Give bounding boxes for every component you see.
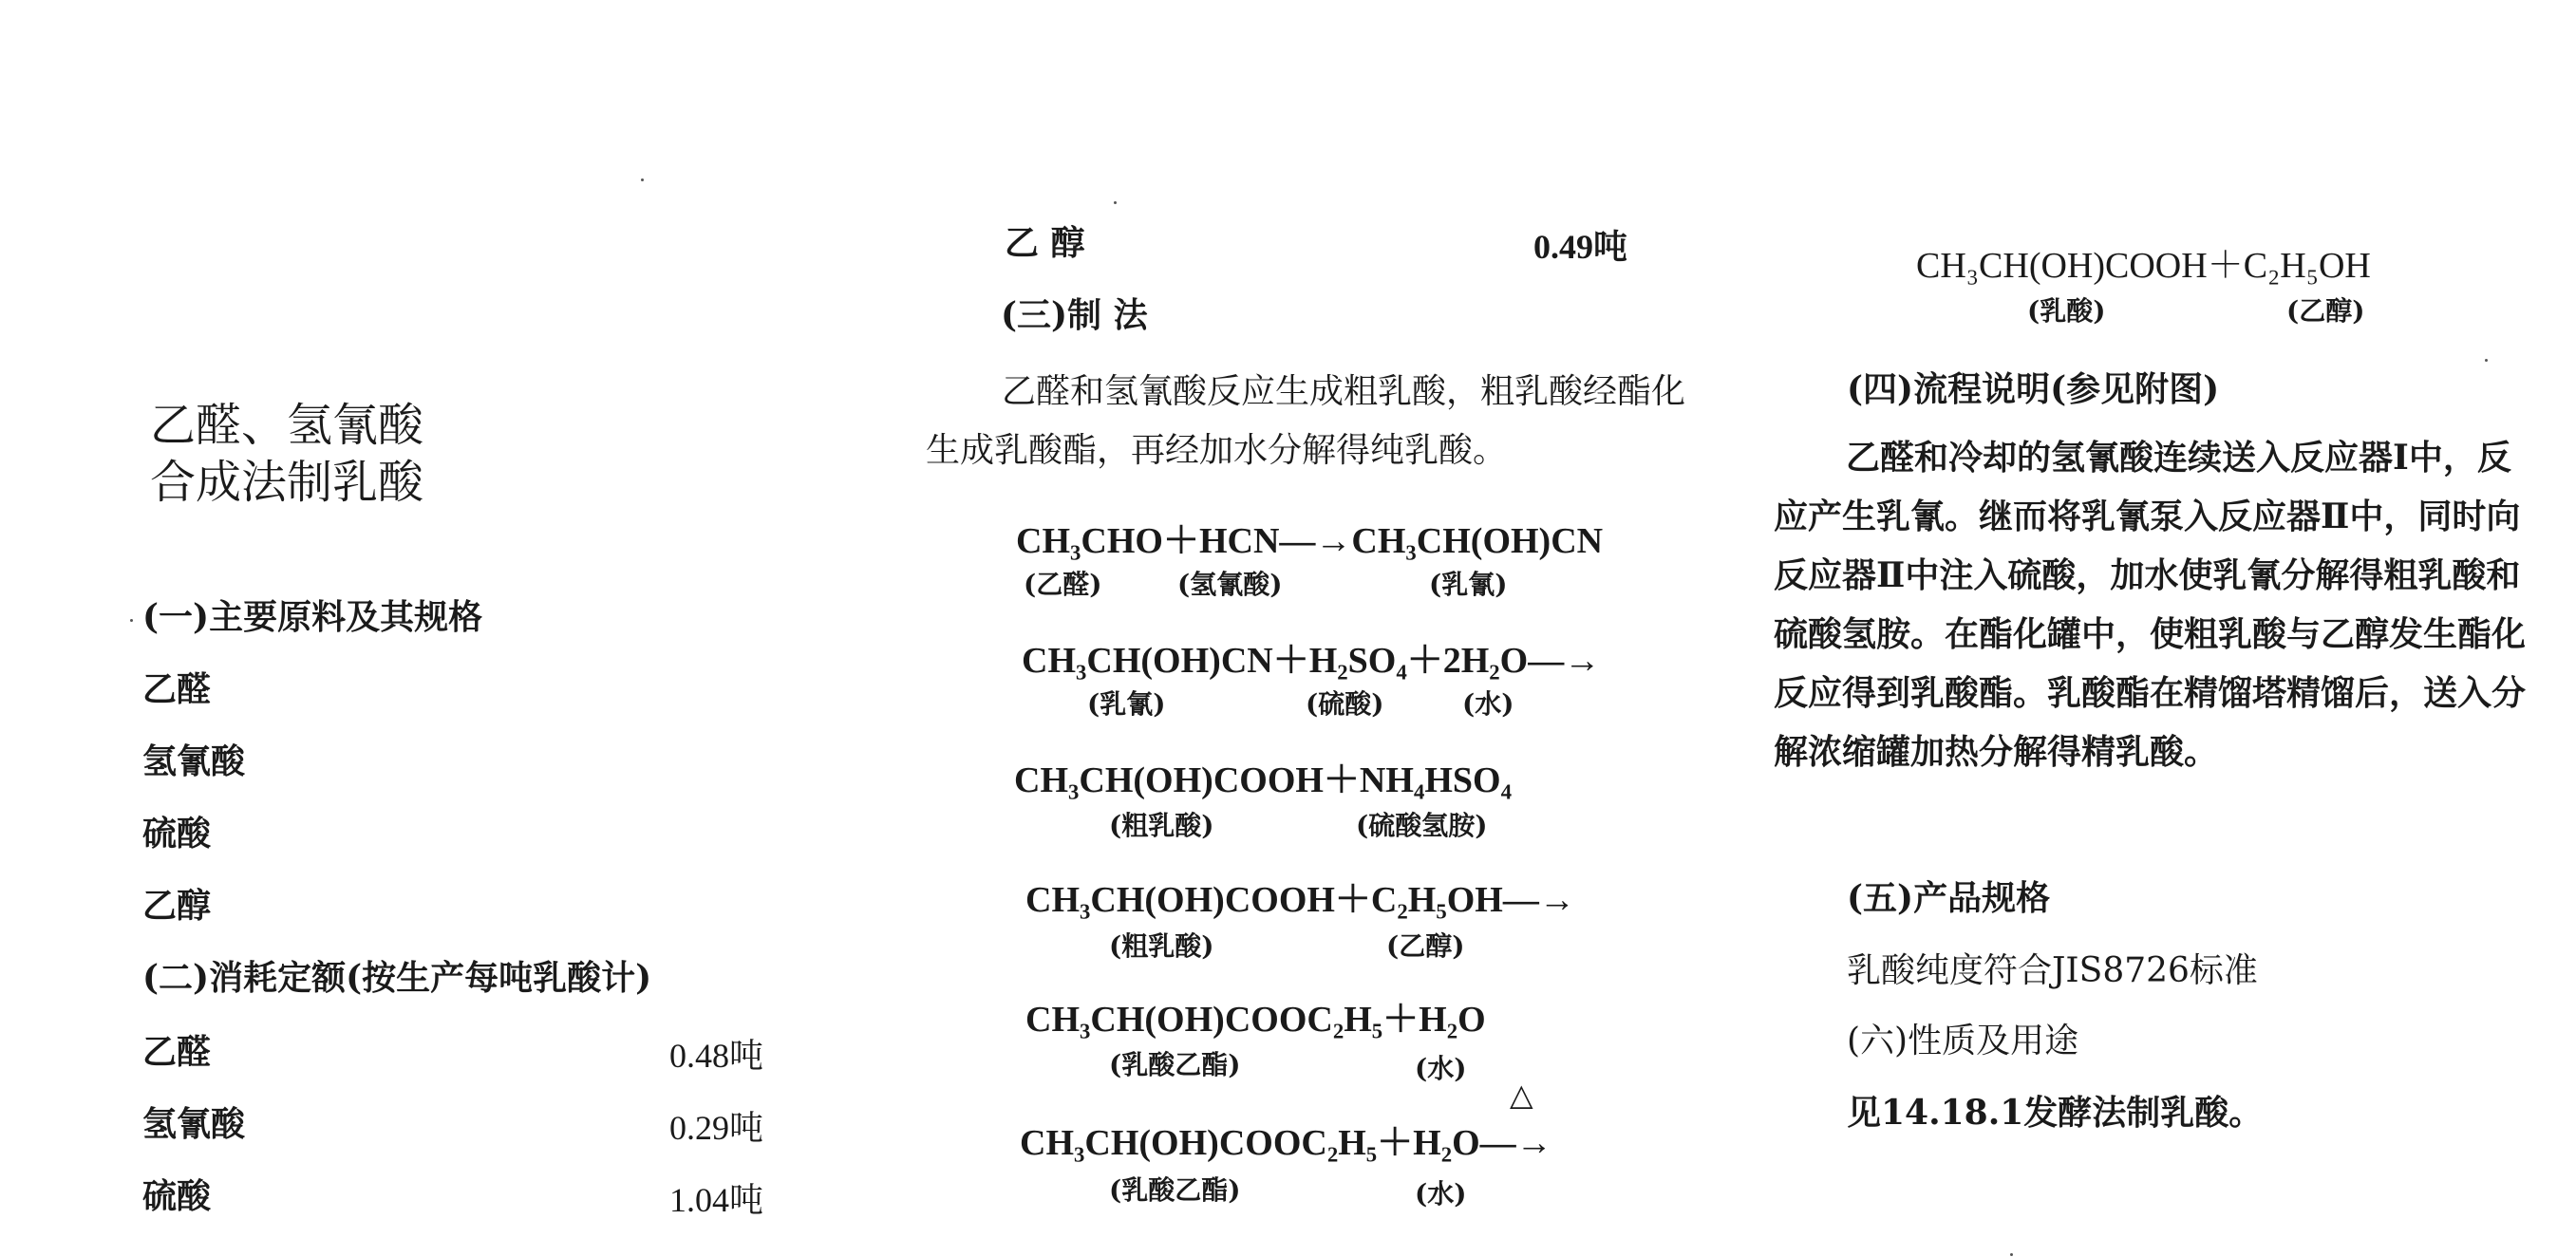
consumption-name: 氢氰酸 — [142, 1104, 246, 1144]
reaction-label: (粗乳酸) — [1109, 810, 1214, 841]
reaction-formula: CH₃CHO＋HCN—→CH₃CH(OH)CN — [1016, 521, 1604, 561]
intro-line: 生成乳酸酯，再经加水分解得纯乳酸。 — [926, 430, 1508, 470]
reaction-label: (乳氰) — [1087, 688, 1166, 720]
reaction-label: (乳氰) — [1429, 569, 1508, 600]
section1-heading: (一)主要原料及其规格 — [142, 597, 483, 637]
reaction-label: (粗乳酸) — [1109, 930, 1214, 962]
material-item: 乙醛 — [142, 669, 212, 709]
spec-text: 乳酸纯度符合JIS8726标准 — [1847, 951, 2258, 990]
process-line: 反应得到乳酸酯。乳酸酯在精馏塔精馏后，送入分 — [1774, 672, 2527, 713]
reaction-label: (水) — [1415, 1178, 1467, 1210]
top-label: (乳酸) — [2027, 295, 2106, 327]
reaction-label: (硫酸) — [1306, 688, 1384, 720]
reaction-label: (硫酸氢胺) — [1356, 810, 1488, 841]
material-item: 乙醇 — [142, 886, 212, 926]
section4-heading: (四)流程说明(参见附图) — [1847, 369, 2220, 409]
scan-speck — [130, 619, 133, 622]
consumption-name: 乙 醇 — [1005, 223, 1085, 263]
material-item: 氢氰酸 — [142, 741, 246, 781]
intro-line: 乙醛和氢氰酸反应生成粗乳酸，粗乳酸经酯化 — [1002, 372, 1686, 411]
consumption-name: 乙醛 — [142, 1032, 212, 1072]
consumption-amount: 0.49吨 — [1533, 228, 1628, 266]
reaction-label: (水) — [1415, 1053, 1467, 1084]
reaction-label: (乙醛) — [1024, 569, 1102, 600]
section3-heading: (三)制 法 — [1001, 295, 1148, 335]
consumption-amount: 1.04吨 — [669, 1181, 764, 1219]
reaction-label: (氢氰酸) — [1177, 569, 1283, 600]
consumption-amount: 0.29吨 — [669, 1109, 764, 1147]
reaction-label: (乙醇) — [1386, 930, 1465, 962]
usage-text: 见14.18.1发酵法制乳酸。 — [1847, 1093, 2264, 1133]
scan-speck — [2485, 359, 2488, 362]
reaction-label: (水) — [1462, 688, 1514, 720]
process-line: 解浓缩罐加热分解得精乳酸。 — [1774, 731, 2219, 772]
reaction-formula: CH₃CH(OH)COOH＋C₂H₅OH—→ — [1025, 880, 1575, 920]
scan-speck — [2010, 1253, 2013, 1256]
material-item: 硫酸 — [142, 814, 212, 854]
consumption-name: 硫酸 — [142, 1176, 212, 1216]
reaction-formula: CH₃CH(OH)COOH＋NH₄HSO₄ — [1014, 760, 1512, 800]
reaction-formula: CH₃CH(OH)COOC₂H₅＋H₂O — [1025, 1000, 1486, 1040]
top-label: (乙醇) — [2286, 295, 2365, 327]
section6-heading: (六)性质及用途 — [1847, 1022, 2079, 1060]
section5-heading: (五)产品规格 — [1847, 878, 2051, 918]
reaction-formula: CH₃CH(OH)COOC₂H₅＋H₂O—→ — [1020, 1123, 1552, 1163]
process-line: 硫酸氢胺。在酯化罐中，使粗乳酸与乙醇发生酯化 — [1774, 613, 2527, 654]
process-line: 反应器Ⅱ中注入硫酸，加水使乳氰分解得粗乳酸和 — [1774, 554, 2521, 595]
scan-speck — [1114, 201, 1117, 204]
scan-speck — [641, 178, 644, 181]
process-line: 应产生乳氰。继而将乳氰泵入反应器Ⅱ中，同时向 — [1774, 496, 2521, 536]
reaction-label: (乳酸乙酯) — [1109, 1174, 1241, 1206]
process-line: 乙醛和冷却的氢氰酸连续送入反应器Ⅰ中，反 — [1846, 438, 2511, 478]
top-formula: CH₃CH(OH)COOH＋C₂H₅OH — [1916, 246, 2371, 286]
article-title — [150, 397, 423, 511]
title-line-1: 乙醛、氢氰酸 — [150, 399, 424, 452]
heat-mark: △ — [1510, 1078, 1533, 1112]
title-line-2: 合成法制乳酸 — [150, 456, 424, 509]
reaction-label: (乳酸乙酯) — [1109, 1049, 1241, 1080]
section2-heading: (二)消耗定额(按生产每吨乳酸计) — [142, 958, 652, 998]
reaction-formula: CH₃CH(OH)CN＋H₂SO₄＋2H₂O—→ — [1022, 641, 1601, 681]
process-description — [1774, 429, 2526, 781]
method-intro — [926, 363, 1685, 480]
consumption-amount: 0.48吨 — [669, 1037, 764, 1075]
